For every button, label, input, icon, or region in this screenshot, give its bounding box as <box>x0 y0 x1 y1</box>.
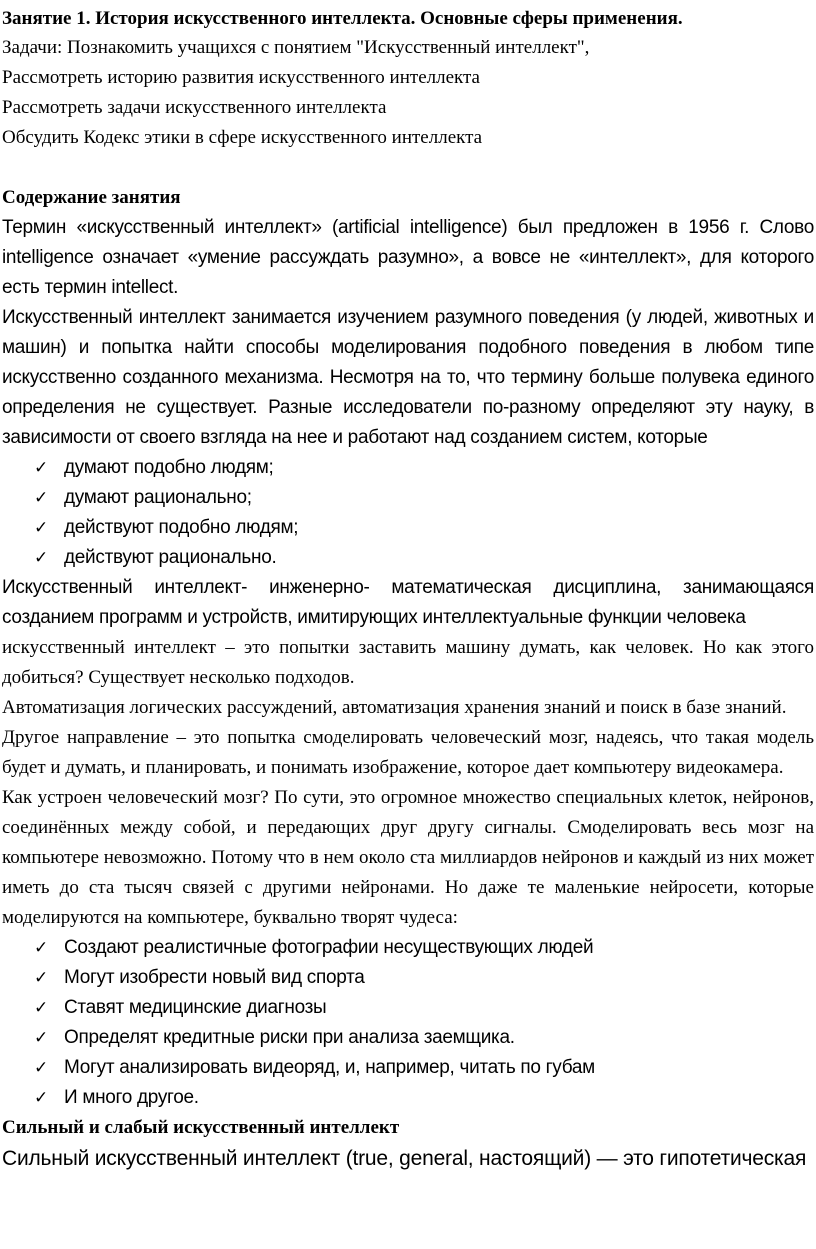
list-item <box>2 483 814 513</box>
approaches-list <box>2 453 814 573</box>
paragraph-human-brain: Как устроен человеческий мозг? По сути, это огромное множество специальных клеток, нейронов, соединённых между собой, и передающих друг другу сигналы. Смоделировать весь мозг на компьютере невозможно. Потому что в нем около ста миллиардов нейронов и каждый из них может иметь до ста тысяч связей с другими нейронами. Но даже те маленькие нейросети, которые моделируются на компьютере, буквально творят чудеса: <box>2 787 814 928</box>
list-item-text: Создают реалистичные фотографии несуществующих людей <box>64 937 594 958</box>
list-item <box>2 963 814 993</box>
checkmark-icon: ✓ <box>34 1028 48 1048</box>
list-item-text: действуют рационально. <box>64 547 277 568</box>
list-item <box>2 453 814 483</box>
paragraph-approaches: искусственный интеллект – это попытки заставить машину думать, как человек. Но как этого добиться? Существует несколько подходов. <box>2 637 814 688</box>
paragraph-ai-definition: Искусственный интеллект- инженерно- математическая дисциплина, занимающаяся созданием программ и устройств, имитирующих интеллектуальные функции человека <box>2 577 814 628</box>
checkmark-icon: ✓ <box>34 1058 48 1078</box>
strong-weak-ai-heading: Сильный и слабый искусственный интеллект <box>2 1117 400 1138</box>
list-item-text: Ставят медицинские диагнозы <box>64 997 327 1018</box>
paragraph-ai-study: Искусственный интеллект занимается изучением разумного поведения (у людей, животных и машин) и попытка найти способы моделирования подобного поведения в любом типе искусственно созданного механизма. Несмотря на то, что термину больше полувека единого определения не существует. Разные исследователи по-разному определяют эту науку, в зависимости от своего взгляда на нее и работают над созданием систем, которые <box>2 307 814 448</box>
content-heading: Содержание занятия <box>2 187 181 208</box>
checkmark-icon: ✓ <box>34 968 48 988</box>
list-item <box>2 933 814 963</box>
checkmark-icon: ✓ <box>34 1088 48 1108</box>
checkmark-icon: ✓ <box>34 518 48 538</box>
list-item <box>2 543 814 573</box>
paragraph-automation: Автоматизация логических рассуждений, автоматизация хранения знаний и поиск в базе знаний. <box>2 697 787 718</box>
tasks-block <box>2 33 814 153</box>
list-item <box>2 993 814 1023</box>
list-item <box>2 1053 814 1083</box>
list-item-text: действуют подобно людям; <box>64 517 299 538</box>
lesson-title: Занятие 1. История искусственного интеллекта. Основные сферы применения. <box>2 8 683 29</box>
list-item-text: Могут изобрести новый вид спорта <box>64 967 365 988</box>
checkmark-icon: ✓ <box>34 938 48 958</box>
list-item <box>2 1083 814 1113</box>
paragraph-term: Термин «искусственный интеллект» (artificial intelligence) был предложен в 1956 г. Слово intelligence означает «умение рассуждать разумно», а вовсе не «интеллект», для которого есть термин intellect. <box>2 217 814 298</box>
list-item-text: Определят кредитные риски при анализа заемщика. <box>64 1027 515 1048</box>
task-line: Задачи: Познакомить учащихся с понятием "Искусственный интеллект", <box>2 37 590 58</box>
list-item <box>2 1023 814 1053</box>
checkmark-icon: ✓ <box>34 458 48 478</box>
checkmark-icon: ✓ <box>34 998 48 1018</box>
paragraph-brain-model: Другое направление – это попытка смоделировать человеческий мозг, надеясь, что такая модель будет и думать, и планировать, и понимать изображение, которое дает компьютеру видеокамера. <box>2 727 814 778</box>
task-line: Рассмотреть историю развития искусственного интеллекта <box>2 67 480 88</box>
list-item-text: думают подобно людям; <box>64 457 274 478</box>
neural-nets-list <box>2 933 814 1113</box>
task-line: Обсудить Кодекс этики в сфере искусственного интеллекта <box>2 127 483 148</box>
checkmark-icon: ✓ <box>34 488 48 508</box>
list-item-text: думают рационально; <box>64 487 252 508</box>
list-item <box>2 513 814 543</box>
list-item-text: Могут анализировать видеоряд, и, например, читать по губам <box>64 1057 595 1078</box>
paragraph-strong-ai: Сильный искусственный интеллект (true, general, настоящий) — это гипотетическая <box>2 1147 807 1170</box>
spacer <box>2 153 814 183</box>
list-item-text: И много другое. <box>64 1087 199 1108</box>
checkmark-icon: ✓ <box>34 548 48 568</box>
task-line: Рассмотреть задачи искусственного интеллекта <box>2 97 387 118</box>
